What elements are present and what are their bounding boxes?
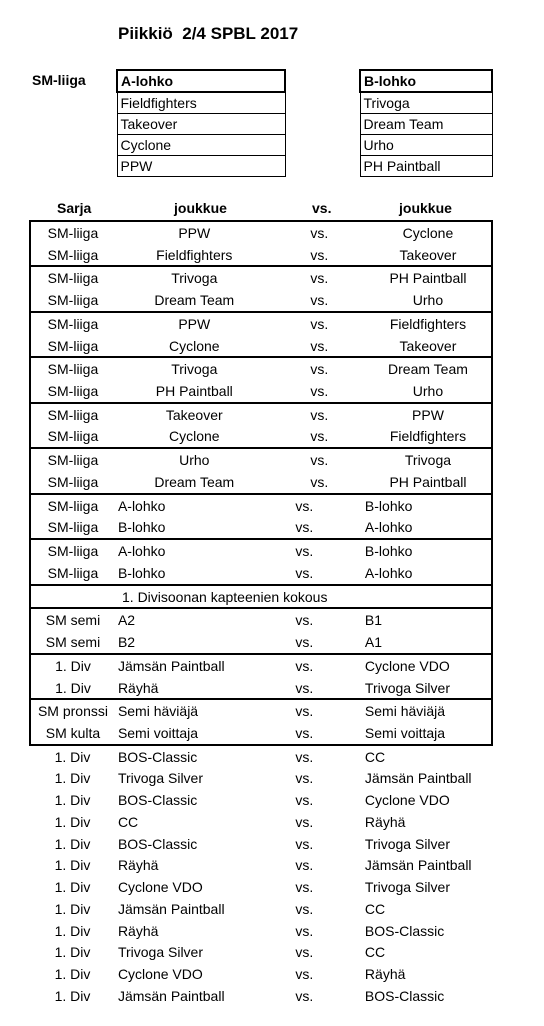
match-vs: vs. [295,748,314,765]
match-vs: vs. [274,426,365,449]
match-row [30,942,492,964]
match-series: SM-liiga [30,266,115,289]
match-row [30,335,492,358]
match-team2: A1 [365,631,492,654]
match-team2: PH Paintball [365,266,492,289]
match-series: SM-liiga [30,335,115,358]
match-team2: B-lohko [365,494,492,517]
match-team2: PPW [365,403,492,426]
match-row [30,963,492,985]
match-team2: Trivoga Silver [364,879,450,896]
match-team2: Semi voittaja [365,722,492,745]
match-team2: Trivoga Silver [365,677,492,700]
match-row [30,471,492,494]
match-vs: vs. [274,517,365,540]
group-b-team: Dream Team [360,114,492,135]
match-team1: B-lohko [115,517,274,540]
match-series: 1. Div [30,654,115,677]
match-team2: A-lohko [365,517,492,540]
match-vs: vs. [274,266,365,289]
match-team2: Räyhä [364,813,406,830]
match-team1: Räyhä [117,857,159,874]
match-row [30,745,492,768]
match-vs: vs. [274,699,365,722]
schedule-header [32,200,494,220]
match-vs: vs. [274,608,365,631]
match-vs: vs. [274,335,365,358]
match-team1: Jämsän Paintball [117,900,225,917]
group-b-team: PH Paintball [360,156,492,177]
match-row [30,722,492,745]
match-vs: vs. [274,494,365,517]
match-series: SM pronssi [30,699,115,722]
match-row [30,985,492,1007]
match-row [30,312,492,335]
match-team1: Jämsän Paintball [115,654,274,677]
column-header-vs: vs. [312,200,332,216]
match-row [30,833,492,855]
group-b-table [359,69,493,177]
match-series: 1. Div [54,748,91,765]
match-team2: PH Paintball [365,471,492,494]
match-series: SM-liiga [30,403,115,426]
group-b-team: Trivoga [360,92,492,114]
match-row [30,768,492,790]
match-team2: CC [364,900,386,917]
group-a-header: A-lohko [117,70,285,92]
match-vs: vs. [274,448,365,471]
match-series: 1. Div [54,770,91,787]
match-team1: PPW [115,312,274,335]
match-team1: A-lohko [115,494,274,517]
match-series: 1. Div [54,879,91,896]
match-team1: Cyclone [115,335,274,358]
match-row [30,357,492,380]
match-team1: Dream Team [115,471,274,494]
group-a-table [116,69,286,177]
match-row [30,403,492,426]
match-series: SM-liiga [30,221,115,244]
match-vs: vs. [274,380,365,403]
match-team1: Trivoga Silver [117,770,203,787]
match-team2: BOS-Classic [364,922,445,939]
group-a-team: Cyclone [117,135,285,156]
column-header-series: Sarja [57,200,92,216]
match-row [30,380,492,403]
group-a-team: PPW [117,156,285,177]
match-schedule-table [29,220,493,1007]
group-a-team: Fieldfighters [117,92,285,114]
match-series: 1. Div [54,922,91,939]
match-series: SM-liiga [30,244,115,267]
match-row [30,677,492,700]
match-team1: A-lohko [115,539,274,562]
match-row [30,562,492,585]
match-team2: Urho [365,289,492,312]
match-vs: vs. [295,835,314,852]
match-team1: Semi voittaja [115,722,274,745]
match-vs: vs. [295,922,314,939]
match-team2: BOS-Classic [364,987,445,1004]
match-vs: vs. [295,966,314,983]
match-series: SM semi [30,631,115,654]
match-team2: Takeover [365,244,492,267]
match-series: SM-liiga [30,494,115,517]
match-series: 1. Div [54,813,91,830]
match-team1: Dream Team [115,289,274,312]
match-series: SM-liiga [30,380,115,403]
match-series: SM-liiga [30,448,115,471]
match-vs: vs. [295,900,314,917]
match-team1: BOS-Classic [117,835,198,852]
match-vs: vs. [274,677,365,700]
page-title: Piikkiö 2/4 SPBL 2017 [118,24,299,43]
match-team2: Cyclone VDO [365,654,492,677]
match-team1: Trivoga [115,266,274,289]
match-vs: vs. [274,312,365,335]
match-row [30,244,492,267]
match-row [30,876,492,898]
match-vs: vs. [274,357,365,380]
match-series: SM-liiga [30,562,115,585]
match-team2: Räyhä [364,966,406,983]
column-header-team1: joukkue [174,200,227,216]
match-team1: BOS-Classic [117,748,198,765]
match-series: SM-liiga [30,357,115,380]
match-team1: Trivoga Silver [117,944,203,961]
match-team1: Cyclone [115,426,274,449]
match-team1: Trivoga [115,357,274,380]
match-team2: Semi häviäjä [365,699,492,722]
match-team2: Trivoga Silver [364,835,450,852]
match-team2: B1 [365,608,492,631]
match-series: 1. Div [54,835,91,852]
match-team2: Cyclone VDO [364,792,450,809]
match-team2: Trivoga [365,448,492,471]
match-series: SM-liiga [30,471,115,494]
match-series: 1. Div [54,857,91,874]
match-team2: CC [364,748,386,765]
match-row [30,631,492,654]
match-vs: vs. [295,944,314,961]
match-vs: vs. [274,221,365,244]
match-team2: Cyclone [365,221,492,244]
match-row [30,699,492,722]
match-row [30,494,492,517]
match-team2: CC [364,944,386,961]
match-row [30,517,492,540]
match-team2: Jämsän Paintball [364,857,472,874]
match-row [30,266,492,289]
match-vs: vs. [274,722,365,745]
schedule-note-row [30,585,492,609]
match-series: 1. Div [54,987,91,1004]
match-vs: vs. [295,770,314,787]
match-team1: Urho [115,448,274,471]
match-series: 1. Div [54,792,91,809]
match-team1: Jämsän Paintball [117,987,225,1004]
match-team2: Urho [365,380,492,403]
match-team1: Semi häviäjä [115,699,274,722]
column-header-team2: joukkue [399,200,452,216]
group-a-team: Takeover [117,114,285,135]
match-vs: vs. [274,631,365,654]
match-row [30,654,492,677]
match-series: SM semi [30,608,115,631]
match-series: 1. Div [54,944,91,961]
match-series: 1. Div [54,966,91,983]
match-series: 1. Div [54,900,91,917]
match-series: SM-liiga [30,539,115,562]
match-series: SM-liiga [30,517,115,540]
match-vs: vs. [274,654,365,677]
match-team2: Dream Team [365,357,492,380]
match-vs: vs. [295,792,314,809]
match-row [30,448,492,471]
match-team1: Räyhä [117,922,159,939]
match-team2: B-lohko [365,539,492,562]
match-team1: BOS-Classic [117,792,198,809]
match-series: SM-liiga [30,289,115,312]
match-series: SM-liiga [30,312,115,335]
match-vs: vs. [295,813,314,830]
match-team1: B-lohko [115,562,274,585]
match-vs: vs. [274,403,365,426]
match-row [30,608,492,631]
group-b-header: B-lohko [360,70,492,92]
match-row [30,539,492,562]
match-row [30,789,492,811]
match-row [30,426,492,449]
match-team1: PH Paintball [115,380,274,403]
match-team2: Jämsän Paintball [364,770,472,787]
match-team1: Räyhä [115,677,274,700]
meeting-note: 1. Divisoonan kapteenien kokous [30,585,492,609]
match-team2: A-lohko [365,562,492,585]
match-team2: Fieldfighters [365,426,492,449]
match-team1: CC [117,813,139,830]
group-league-label: SM-liiga [32,72,86,88]
match-team1: PPW [115,221,274,244]
match-row [30,898,492,920]
match-vs: vs. [274,289,365,312]
match-team1: Cyclone VDO [117,879,203,896]
match-team1: Fieldfighters [115,244,274,267]
match-vs: vs. [295,857,314,874]
match-vs: vs. [274,562,365,585]
match-row [30,221,492,244]
match-team2: Takeover [365,335,492,358]
match-team2: Fieldfighters [365,312,492,335]
match-series: 1. Div [30,677,115,700]
match-team1: A2 [115,608,274,631]
match-series: SM-liiga [30,426,115,449]
match-team1: Cyclone VDO [117,966,203,983]
match-row [30,289,492,312]
match-vs: vs. [274,539,365,562]
match-row [30,920,492,942]
match-vs: vs. [274,471,365,494]
match-team1: B2 [115,631,274,654]
group-b-team: Urho [360,135,492,156]
match-vs: vs. [295,879,314,896]
match-vs: vs. [295,987,314,1004]
match-team1: Takeover [115,403,274,426]
match-row [30,811,492,833]
match-series: SM kulta [30,722,115,745]
match-row [30,855,492,877]
match-vs: vs. [274,244,365,267]
